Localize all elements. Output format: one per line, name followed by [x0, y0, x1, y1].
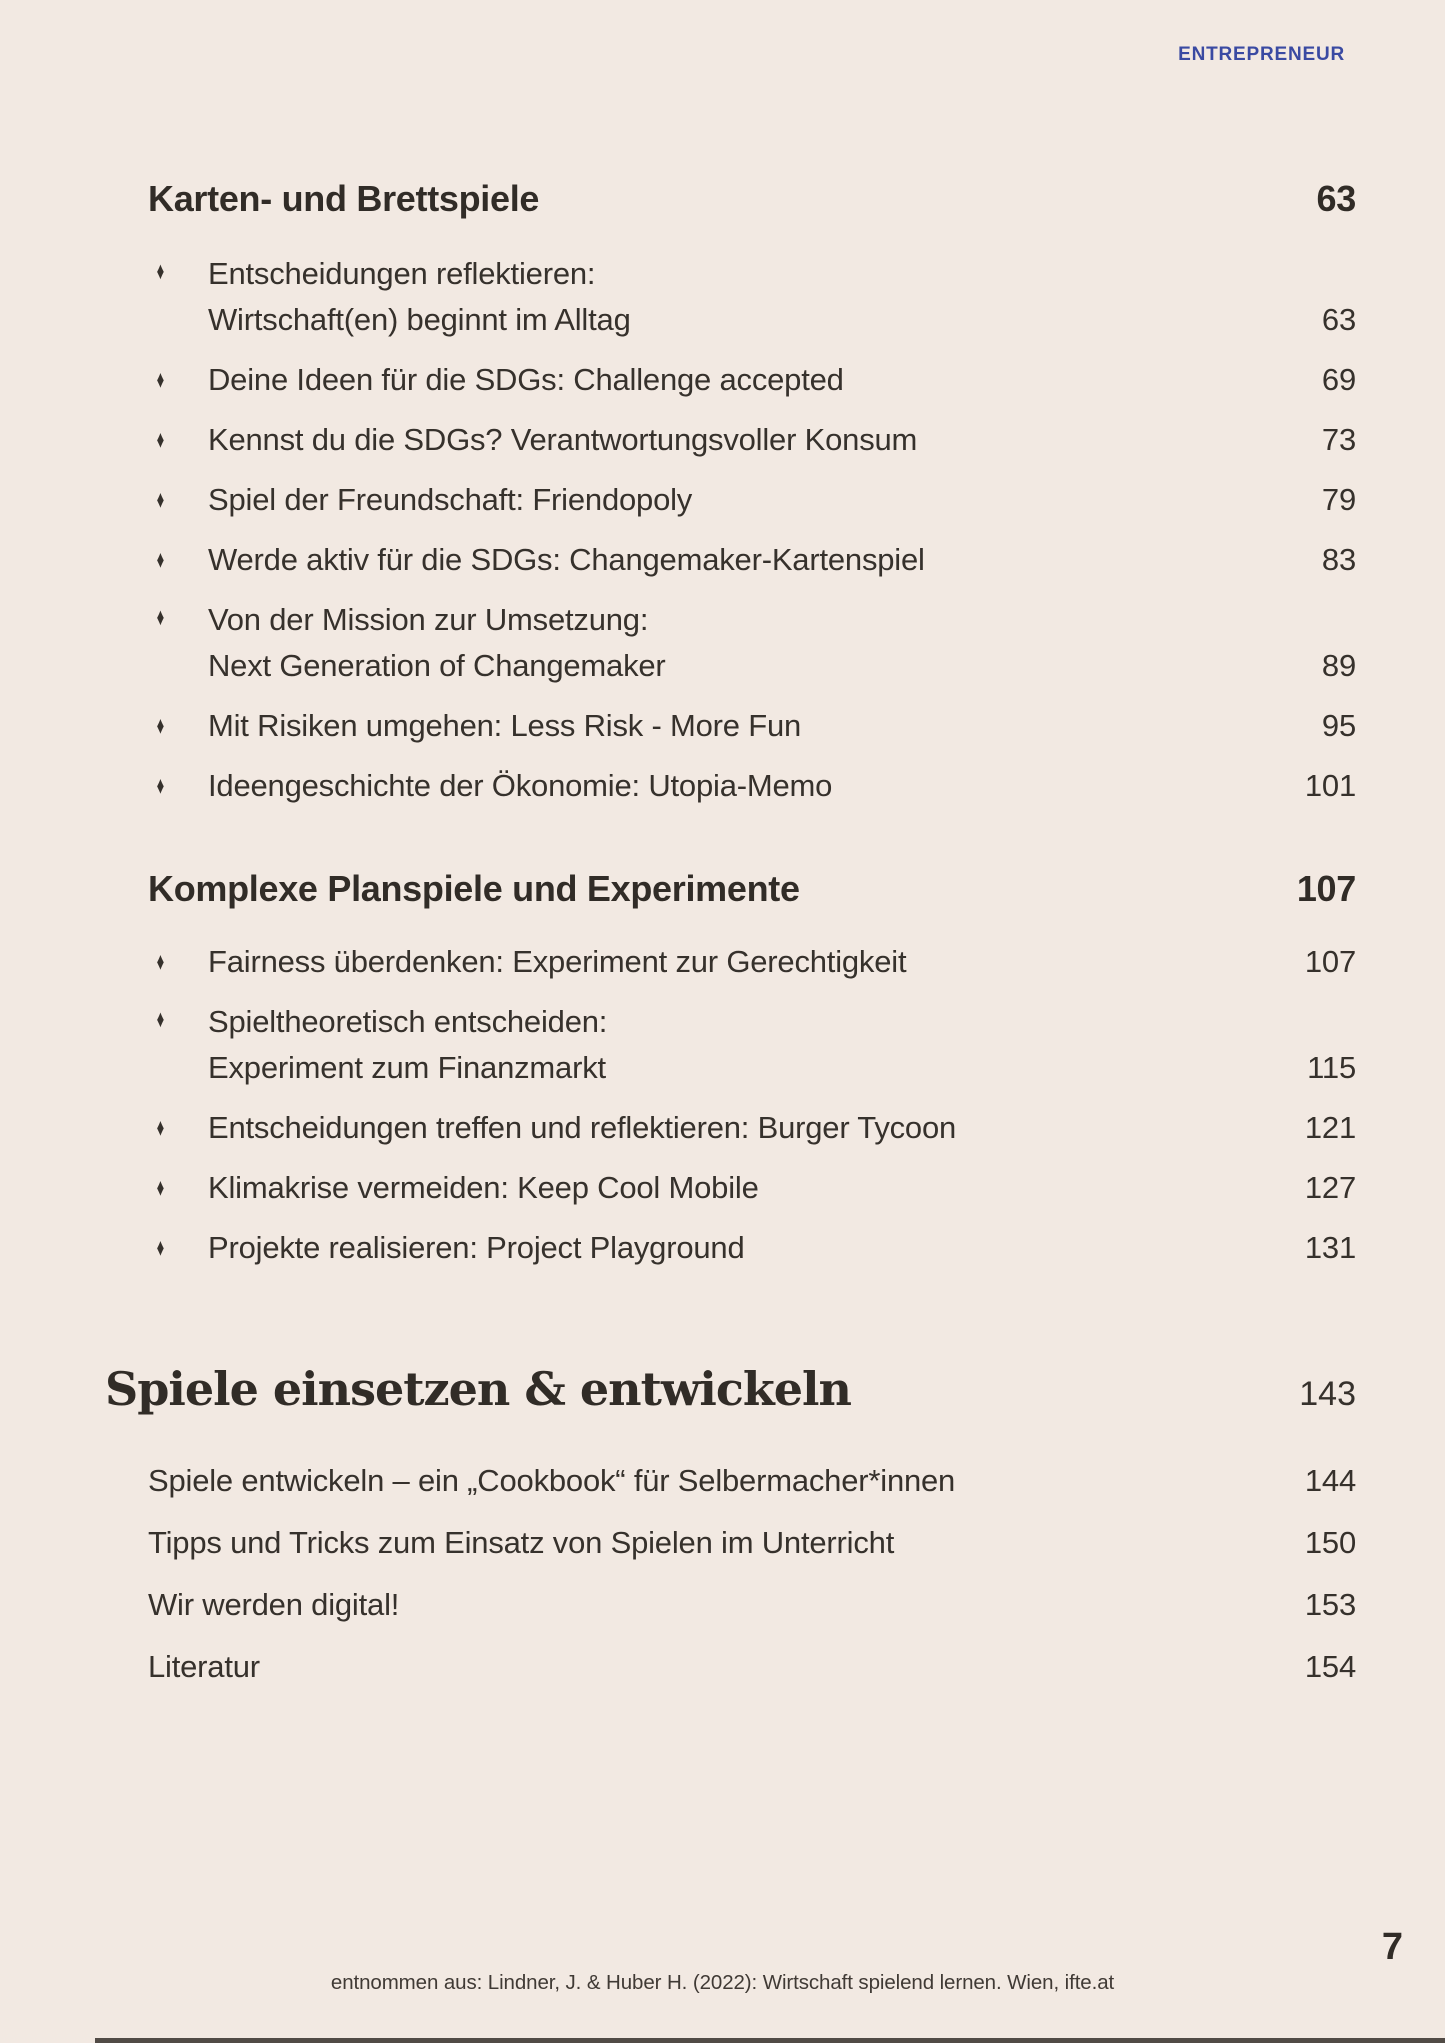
entry-row: [148, 1520, 1356, 1566]
item-label-line1: Entscheidungen reflektieren:: [208, 256, 596, 291]
item-label-line1: Spieltheoretisch entscheiden:: [208, 1004, 608, 1039]
chapter-page-number: 143: [1299, 1375, 1356, 1413]
item-page-number: 115: [1307, 1050, 1356, 1085]
section-title: Komplexe Planspiele und Experimente: [148, 868, 800, 909]
item-label: Deine Ideen für die SDGs: Challenge accepted: [208, 362, 844, 397]
toc-item: [148, 357, 1356, 403]
item-label: Entscheidungen treffen und reflektieren: Burger Tycoon: [208, 1110, 957, 1145]
diamond-bullet-icon: ♦: [156, 771, 165, 799]
entry-row: [148, 1582, 1356, 1628]
chapter-title: Spiele einsetzen & entwickeln: [105, 1362, 851, 1416]
toc-item: [148, 703, 1356, 749]
item-page-number: 73: [1321, 422, 1356, 457]
item-page-number: 63: [1321, 302, 1356, 337]
item-page-number: 79: [1321, 482, 1356, 517]
toc-item: [148, 477, 1356, 523]
item-label: Werde aktiv für die SDGs: Changemaker-Kartenspiel: [208, 542, 925, 577]
item-page-number: 83: [1321, 542, 1356, 577]
item-page-number: 107: [1304, 944, 1356, 979]
folio-page-number: 7: [1381, 1926, 1403, 1968]
toc-item: [148, 1225, 1356, 1271]
diamond-bullet-icon: ♦: [156, 256, 165, 285]
item-page-number: 89: [1321, 648, 1356, 683]
item-page-number: 121: [1304, 1110, 1356, 1145]
brand-label: ENTREPRENEUR: [1178, 44, 1345, 65]
diamond-bullet-icon: ♦: [156, 1113, 165, 1141]
item-label: Mit Risiken umgehen: Less Risk - More Fun: [208, 708, 802, 743]
page-bottom-edge: [95, 2038, 1445, 2043]
item-label: Fairness überdenken: Experiment zur Gerechtigkeit: [208, 944, 907, 979]
diamond-bullet-icon: ♦: [156, 365, 165, 393]
entry-page-number: 144: [1304, 1463, 1356, 1498]
toc-item: [148, 1165, 1356, 1211]
section-heading-row: [148, 175, 1356, 223]
toc-item: [148, 763, 1356, 809]
section-page-number: 63: [1316, 178, 1356, 219]
diamond-bullet-icon: ♦: [156, 1173, 165, 1201]
section-page-number: 107: [1296, 868, 1356, 909]
entry-label: Spiele entwickeln – ein „Cookbook“ für Selbermacher*innen: [148, 1463, 956, 1498]
item-label: Projekte realisieren: Project Playground: [208, 1230, 745, 1265]
entry-page-number: 154: [1304, 1649, 1356, 1684]
entry-label: Tipps und Tricks zum Einsatz von Spielen im Unterricht: [148, 1525, 895, 1560]
toc-item: [148, 939, 1356, 985]
diamond-bullet-icon: ♦: [156, 1233, 165, 1261]
entry-row: [148, 1458, 1356, 1504]
toc-item: [148, 999, 1356, 1091]
table-of-contents: [105, 0, 1356, 1690]
toc-item: [148, 417, 1356, 463]
item-label: Spiel der Freundschaft: Friendopoly: [208, 482, 693, 517]
chapter-heading-row: [105, 1357, 1356, 1426]
item-label: Ideengeschichte der Ökonomie: Utopia-Memo: [208, 768, 833, 803]
toc-item: [148, 1105, 1356, 1151]
item-label-line2: Wirtschaft(en) beginnt im Alltag: [208, 302, 631, 337]
diamond-bullet-icon: ♦: [156, 545, 165, 573]
item-label: Kennst du die SDGs? Verantwortungsvoller Konsum: [208, 422, 918, 457]
diamond-bullet-icon: ♦: [156, 602, 165, 631]
section-heading-row: [148, 865, 1356, 913]
item-label-line1: Von der Mission zur Umsetzung:: [208, 602, 649, 637]
item-page-number: 101: [1304, 768, 1356, 803]
toc-item: [148, 537, 1356, 583]
diamond-bullet-icon: ♦: [156, 711, 165, 739]
section-title: Karten- und Brettspiele: [148, 178, 540, 219]
item-page-number: 95: [1321, 708, 1356, 743]
item-label-line2: Next Generation of Changemaker: [208, 648, 666, 683]
item-label: Klimakrise vermeiden: Keep Cool Mobile: [208, 1170, 759, 1205]
entry-page-number: 153: [1304, 1587, 1356, 1622]
item-page-number: 69: [1321, 362, 1356, 397]
diamond-bullet-icon: ♦: [156, 485, 165, 513]
entry-page-number: 150: [1304, 1525, 1356, 1560]
toc-item: [148, 597, 1356, 689]
item-page-number: 127: [1304, 1170, 1356, 1205]
attribution-line: entnommen aus: Lindner, J. & Huber H. (2022): Wirtschaft spielend lernen. Wien, ifte.at: [330, 1971, 1115, 1994]
diamond-bullet-icon: ♦: [156, 947, 165, 975]
entry-label: Literatur: [148, 1649, 260, 1684]
entry-label: Wir werden digital!: [148, 1587, 400, 1622]
entry-row: [148, 1644, 1356, 1690]
item-page-number: 131: [1304, 1230, 1356, 1265]
item-label-line2: Experiment zum Finanzmarkt: [208, 1050, 606, 1085]
diamond-bullet-icon: ♦: [156, 425, 165, 453]
toc-item: [148, 251, 1356, 343]
diamond-bullet-icon: ♦: [156, 1004, 165, 1033]
